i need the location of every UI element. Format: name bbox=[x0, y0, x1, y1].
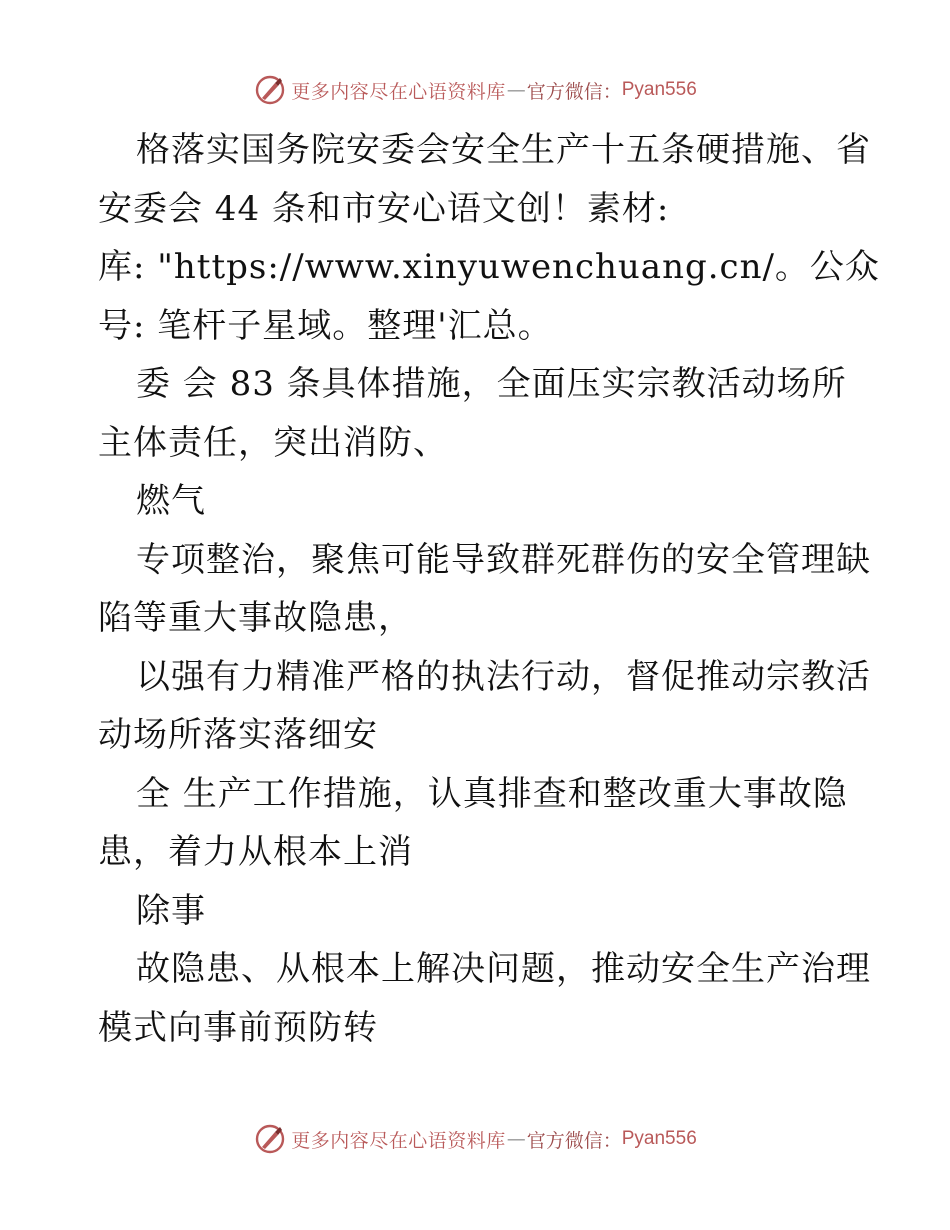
text-line: 格落实国务院安委会安全生产十五条硬措施、省 bbox=[136, 130, 871, 170]
text-line: 燃气 bbox=[136, 481, 206, 521]
text-line: 全 生产工作措施，认真排查和整改重大事故隐 bbox=[136, 773, 848, 814]
text-line: 主体责任，突出消防、 bbox=[98, 422, 448, 463]
watermark-wechat-id: Pyan556 bbox=[621, 79, 697, 100]
watermark-main-text: 更多内容尽在心语资料库 bbox=[291, 80, 506, 103]
watermark-dash: — bbox=[506, 1128, 526, 1150]
footer-watermark bbox=[0, 1121, 950, 1157]
text-line: 模式向事前预防转 bbox=[98, 1007, 378, 1048]
text-line: 除事 bbox=[136, 890, 206, 931]
text-line: 安委会 44 条和市安心语文创！素材: bbox=[98, 188, 670, 229]
watermark-wechat-label: 官方微信： bbox=[526, 1129, 622, 1152]
text-line: 患，着力从根本上消 bbox=[98, 832, 413, 872]
document-body bbox=[98, 121, 888, 1057]
text-line: 故隐患、从根本上解决问题，推动安全生产治理 bbox=[136, 949, 871, 989]
text-line: 动场所落实落细安 bbox=[98, 715, 378, 755]
text-line: 专项整治，聚焦可能导致群死群伤的安全管理缺 bbox=[136, 539, 871, 580]
watermark-wechat-label: 官方微信： bbox=[526, 80, 622, 103]
watermark-wechat-id: Pyan556 bbox=[621, 1128, 697, 1149]
text-line: 陷等重大事故隐患， bbox=[98, 598, 413, 638]
watermark-main-text: 更多内容尽在心语资料库 bbox=[291, 1129, 506, 1152]
pen-logo-icon bbox=[253, 1122, 287, 1156]
text-line: 以强有力精准严格的执法行动，督促推动宗教活 bbox=[136, 656, 871, 697]
text-line: 号: 笔杆子星域。整理'汇总。 bbox=[98, 305, 553, 346]
pen-logo-icon bbox=[253, 73, 287, 107]
text-line: 委 会 83 条具体措施，全面压实宗教活动场所 bbox=[136, 364, 847, 404]
text-line: 库: "https://www.xinyuwenchuang.cn/。公众 bbox=[98, 247, 880, 287]
header-watermark bbox=[0, 72, 950, 108]
watermark-dash: — bbox=[506, 79, 526, 101]
